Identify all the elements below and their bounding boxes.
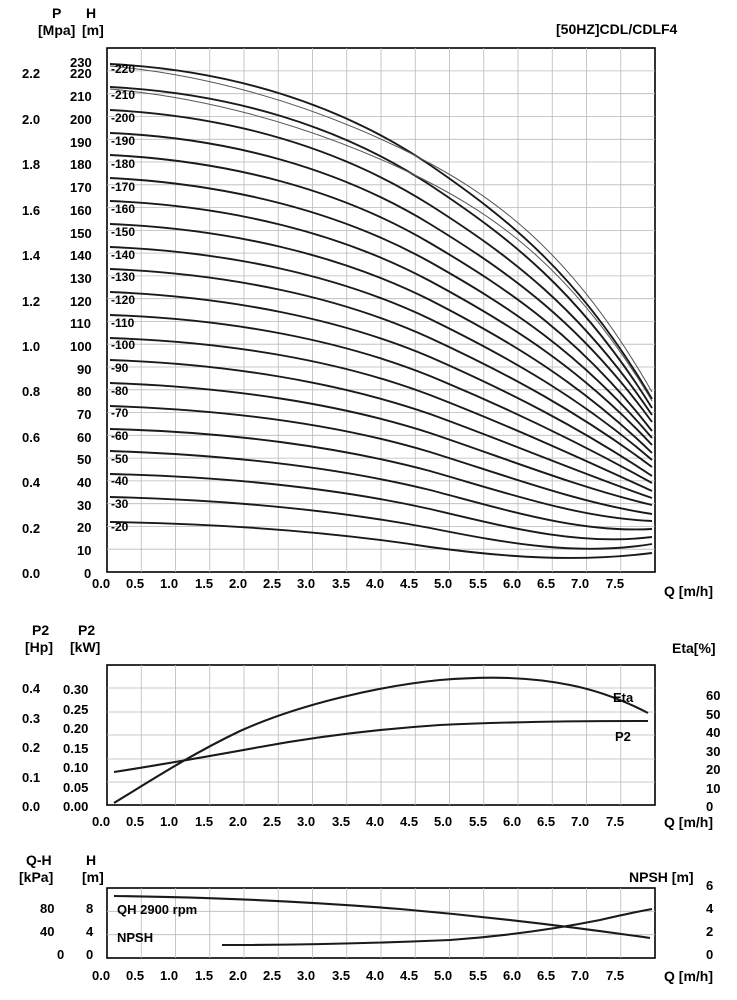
main-y-H-tick: 70 bbox=[77, 407, 92, 422]
power-x-tick: 1.5 bbox=[195, 814, 214, 829]
main-y-H-tick: 30 bbox=[77, 498, 92, 513]
power-x-tick: 5.0 bbox=[434, 814, 453, 829]
chart-title: [50HZ]CDL/CDLF4 bbox=[556, 21, 678, 37]
main-x-tick: 3.0 bbox=[297, 576, 316, 591]
curve-label: -200 bbox=[111, 111, 136, 125]
power-y-eta-tick: 50 bbox=[706, 707, 721, 722]
npsh-x-tick: 7.5 bbox=[606, 968, 625, 983]
main-y-P-tick: 2.2 bbox=[22, 66, 41, 81]
main-x-tick: 5.0 bbox=[434, 576, 453, 591]
curve-label: -180 bbox=[111, 157, 136, 171]
power-y-eta-tick: 10 bbox=[706, 781, 721, 796]
power-y-kw-tick: 0.10 bbox=[63, 760, 89, 775]
main-y-H-tick: 110 bbox=[70, 316, 91, 331]
npsh-axis-right-label: NPSH [m] bbox=[629, 869, 694, 885]
curve-label: -90 bbox=[111, 361, 129, 375]
main-x-tick: 6.5 bbox=[537, 576, 556, 591]
power-axis-P2kW-label: P2 bbox=[78, 622, 96, 638]
main-x-tick: 5.5 bbox=[469, 576, 488, 591]
npsh-x-tick: 5.0 bbox=[434, 968, 453, 983]
power-y-kw-tick: 0.20 bbox=[63, 721, 89, 736]
npsh-axis-kPa-unit: [kPa] bbox=[19, 869, 54, 885]
main-y-P-tick: 0.4 bbox=[22, 475, 41, 490]
curve-label: -20 bbox=[111, 520, 129, 534]
main-axis-P-label: P bbox=[52, 5, 62, 21]
power-y-eta-tick: 20 bbox=[706, 762, 721, 777]
main-x-tick: 2.0 bbox=[229, 576, 248, 591]
main-y-H-tick: 220 bbox=[70, 66, 92, 81]
main-y-H-tick: 180 bbox=[70, 157, 92, 172]
curve-label: -100 bbox=[111, 338, 136, 352]
main-x-tick: 1.5 bbox=[195, 576, 214, 591]
p2-series-label: P2 bbox=[615, 729, 631, 744]
npsh-y-kpa-tick: 0 bbox=[57, 947, 65, 962]
power-x-tick: 4.0 bbox=[366, 814, 385, 829]
curve-label: -30 bbox=[111, 497, 129, 511]
npsh-x-tick: 2.0 bbox=[229, 968, 248, 983]
main-y-P-tick: 0.6 bbox=[22, 430, 41, 445]
main-y-H-tick: 100 bbox=[70, 339, 92, 354]
power-axis-eta-label: Eta[%] bbox=[672, 640, 716, 656]
npsh-x-tick: 0.0 bbox=[92, 968, 111, 983]
power-x-tick: 7.5 bbox=[606, 814, 625, 829]
power-y-hp-tick: 0.0 bbox=[22, 799, 41, 814]
npsh-axis-H-label: H bbox=[86, 852, 97, 868]
curve-label: -110 bbox=[111, 316, 135, 330]
power-y-hp-tick: 0.2 bbox=[22, 740, 41, 755]
power-axis-P2Hp-label: P2 bbox=[32, 622, 50, 638]
power-x-tick: 0.0 bbox=[92, 814, 111, 829]
npsh-y-kpa-tick: 40 bbox=[40, 924, 55, 939]
power-x-tick: 6.0 bbox=[503, 814, 522, 829]
main-x-tick: 4.5 bbox=[400, 576, 419, 591]
power-axis-Q-label: Q [m/h] bbox=[664, 814, 713, 830]
curve-label: -40 bbox=[111, 474, 129, 488]
power-x-tick: 7.0 bbox=[571, 814, 590, 829]
npsh-x-tick: 6.0 bbox=[503, 968, 522, 983]
main-y-H-tick: 170 bbox=[70, 180, 92, 195]
power-y-hp-tick: 0.4 bbox=[22, 681, 41, 696]
main-y-P-tick: 1.4 bbox=[22, 248, 41, 263]
npsh-series-label: NPSH bbox=[117, 930, 154, 945]
main-y-H-tick: 140 bbox=[70, 248, 92, 263]
npsh-plot bbox=[0, 880, 737, 965]
main-y-P-tick: 0.8 bbox=[22, 384, 41, 399]
npsh-x-tick: 1.0 bbox=[160, 968, 179, 983]
main-y-H-tick: 50 bbox=[77, 452, 92, 467]
main-y-H-tick: 230 bbox=[70, 55, 92, 70]
power-y-kw-tick: 0.00 bbox=[63, 799, 89, 814]
power-x-tick: 4.5 bbox=[400, 814, 419, 829]
main-y-H-tick: 60 bbox=[77, 430, 92, 445]
main-x-tick: 6.0 bbox=[503, 576, 522, 591]
main-x-tick: 7.5 bbox=[606, 576, 625, 591]
npsh-x-tick: 1.5 bbox=[195, 968, 214, 983]
power-x-tick: 5.5 bbox=[469, 814, 488, 829]
main-y-H-tick: 130 bbox=[70, 271, 92, 286]
main-x-tick: 0.0 bbox=[92, 576, 111, 591]
npsh-y-h-tick: 0 bbox=[86, 947, 94, 962]
npsh-axis-Q-label: Q [m/h] bbox=[664, 968, 713, 984]
main-y-P-tick: 2.0 bbox=[22, 112, 41, 127]
power-x-tick: 2.0 bbox=[229, 814, 248, 829]
curve-label: -210 bbox=[111, 88, 136, 102]
eta-series-label: Eta bbox=[613, 690, 634, 705]
npsh-y-right-tick: 6 bbox=[706, 878, 714, 893]
main-y-P-tick: 1.6 bbox=[22, 203, 41, 218]
main-y-H-tick: 120 bbox=[70, 294, 92, 309]
power-y-eta-tick: 60 bbox=[706, 688, 721, 703]
npsh-y-h-tick: 4 bbox=[86, 924, 94, 939]
npsh-x-tick: 5.5 bbox=[469, 968, 488, 983]
curve-label: -170 bbox=[111, 180, 136, 194]
main-x-tick: 3.5 bbox=[332, 576, 351, 591]
npsh-x-tick: 3.5 bbox=[332, 968, 351, 983]
main-x-tick: 7.0 bbox=[571, 576, 590, 591]
power-y-eta-tick: 0 bbox=[706, 799, 714, 814]
main-x-tick: 1.0 bbox=[160, 576, 179, 591]
curve-label: -190 bbox=[111, 134, 136, 148]
main-axis-P-unit: [Mpa] bbox=[38, 22, 76, 38]
main-y-H-tick: 90 bbox=[77, 362, 92, 377]
npsh-x-tick: 0.5 bbox=[126, 968, 145, 983]
power-axis-kW-unit: [kW] bbox=[70, 639, 101, 655]
curve-label: -160 bbox=[111, 202, 136, 216]
npsh-y-h-tick: 8 bbox=[86, 901, 94, 916]
main-axis-Q-label: Q [m/h] bbox=[664, 583, 713, 599]
npsh-x-tick: 4.5 bbox=[400, 968, 419, 983]
npsh-x-tick: 7.0 bbox=[571, 968, 590, 983]
npsh-y-right-tick: 4 bbox=[706, 901, 714, 916]
curve-label: -150 bbox=[111, 225, 136, 239]
main-y-H-tick: 0 bbox=[84, 566, 92, 581]
curve-label: -80 bbox=[111, 384, 129, 398]
power-axis-Hp-unit: [Hp] bbox=[25, 639, 53, 655]
power-y-kw-tick: 0.15 bbox=[63, 741, 89, 756]
power-y-kw-tick: 0.30 bbox=[63, 682, 89, 697]
curve-label: -60 bbox=[111, 429, 129, 443]
main-y-H-tick: 10 bbox=[77, 543, 92, 558]
curve-label: -120 bbox=[111, 293, 136, 307]
main-axis-H-unit: [m] bbox=[82, 22, 104, 38]
main-y-P-tick: 1.2 bbox=[22, 294, 41, 309]
npsh-axis-QH-label: Q-H bbox=[26, 852, 52, 868]
main-y-H-tick: 20 bbox=[77, 520, 92, 535]
main-y-P-tick: 0.2 bbox=[22, 521, 41, 536]
power-y-eta-tick: 40 bbox=[706, 725, 721, 740]
power-y-kw-tick: 0.05 bbox=[63, 780, 89, 795]
curve-label: -130 bbox=[111, 270, 136, 284]
curve-label: -70 bbox=[111, 406, 129, 420]
power-x-tick: 3.5 bbox=[332, 814, 351, 829]
npsh-y-kpa-tick: 80 bbox=[40, 901, 55, 916]
npsh-y-right-tick: 2 bbox=[706, 924, 714, 939]
power-y-kw-tick: 0.25 bbox=[63, 702, 89, 717]
power-y-hp-tick: 0.1 bbox=[22, 770, 41, 785]
main-y-H-tick: 190 bbox=[70, 135, 92, 150]
power-y-eta-tick: 30 bbox=[706, 744, 721, 759]
npsh-x-tick: 3.0 bbox=[297, 968, 316, 983]
curve-label: -140 bbox=[111, 248, 136, 262]
main-y-H-tick: 80 bbox=[77, 384, 92, 399]
main-y-P-tick: 1.0 bbox=[22, 339, 41, 354]
main-y-P-tick: 0.0 bbox=[22, 566, 41, 581]
main-y-P-tick: 1.8 bbox=[22, 157, 41, 172]
npsh-x-tick: 4.0 bbox=[366, 968, 385, 983]
power-x-tick: 2.5 bbox=[263, 814, 282, 829]
power-x-tick: 1.0 bbox=[160, 814, 179, 829]
power-y-hp-tick: 0.3 bbox=[22, 711, 41, 726]
qh-series-label: QH 2900 rpm bbox=[117, 902, 198, 917]
main-x-tick: 2.5 bbox=[263, 576, 282, 591]
power-x-tick: 0.5 bbox=[126, 814, 145, 829]
npsh-x-tick: 6.5 bbox=[537, 968, 556, 983]
main-y-H-tick: 160 bbox=[70, 203, 92, 218]
npsh-svg bbox=[0, 880, 737, 965]
main-y-H-tick: 210 bbox=[70, 89, 92, 104]
npsh-y-right-tick: 0 bbox=[706, 947, 714, 962]
main-y-H-tick: 150 bbox=[70, 226, 92, 241]
npsh-axis-m-unit: [m] bbox=[82, 869, 104, 885]
curve-label: -50 bbox=[111, 452, 129, 466]
main-x-tick: 0.5 bbox=[126, 576, 145, 591]
main-y-H-tick: 40 bbox=[77, 475, 92, 490]
power-x-tick: 3.0 bbox=[297, 814, 316, 829]
npsh-x-tick: 2.5 bbox=[263, 968, 282, 983]
power-x-tick: 6.5 bbox=[537, 814, 556, 829]
curve-label: -220 bbox=[111, 62, 136, 76]
main-y-H-tick: 200 bbox=[70, 112, 92, 127]
main-x-tick: 4.0 bbox=[366, 576, 385, 591]
main-axis-H-label: H bbox=[86, 5, 97, 21]
